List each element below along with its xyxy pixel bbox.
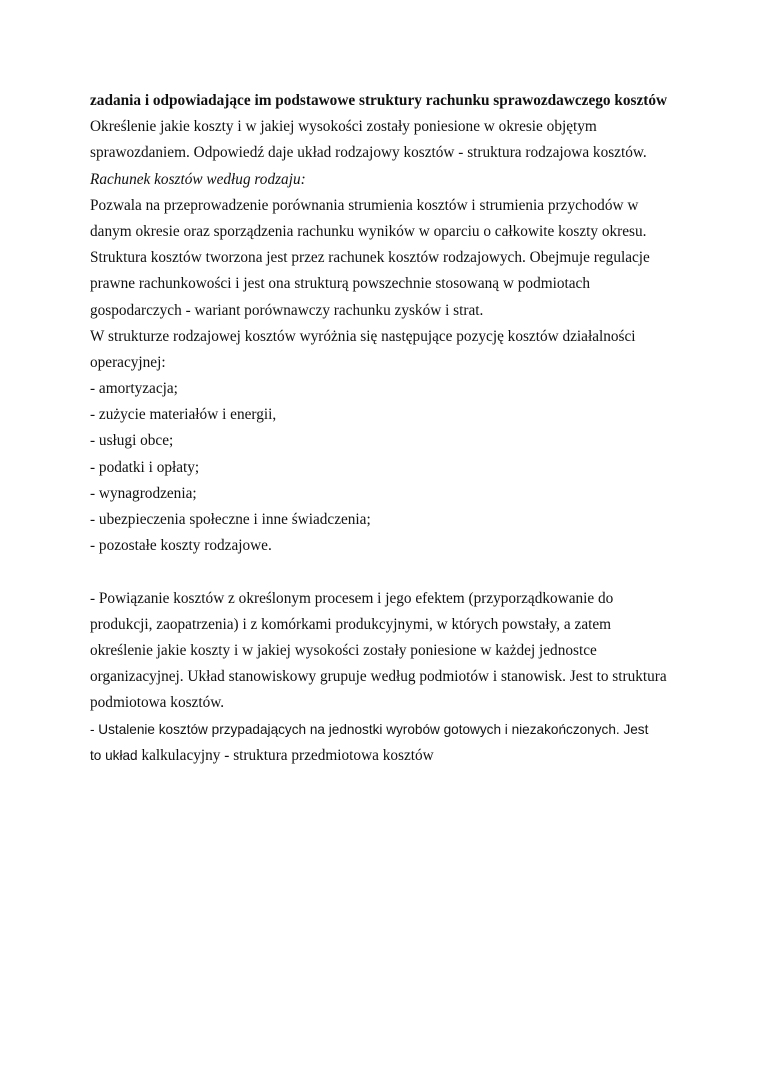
paragraph-line: produkcji, zaopatrzenia) i z komórkami produkcyjnymi, w których powstały, a zatem [90,615,612,633]
paragraph-line: prawne rachunkowości i jest ona strukturą powszechnie stosowaną w podmiotach [90,275,590,293]
paragraph-fragment: to układ [90,747,138,763]
list-item: - zużycie materiałów i energii, [90,406,277,424]
list-item: - usługi obce; [90,432,174,450]
paragraph-fragment: kalkulacyjny - struktura przedmiotowa kosztów [137,746,434,764]
section-subheading: Rachunek kosztów według rodzaju: [90,170,306,188]
document-heading: zadania i odpowiadające im podstawowe struktury rachunku sprawozdawczego kosztów [90,92,668,109]
list-item: - podatki i opłaty; [90,458,200,476]
intro-line: sprawozdaniem. Odpowiedź daje układ rodzajowy kosztów - struktura rodzajowa kosztów. [90,144,647,162]
list-item: - wynagrodzenia; [90,484,197,502]
paragraph-line: operacyjnej: [90,353,166,371]
paragraph-line: W strukturze rodzajowej kosztów wyróżnia się następujące pozycję kosztów działalności [90,327,636,345]
paragraph-line: - Powiązanie kosztów z określonym procesem i jego efektem (przyporządkowanie do [90,589,614,607]
paragraph-line [90,743,690,769]
paragraph-line: organizacyjnej. Układ stanowiskowy grupuje według podmiotów i stanowisk. Jest to struktura [90,668,667,686]
paragraph-line: Struktura kosztów tworzona jest przez rachunek kosztów rodzajowych. Obejmuje regulacje [90,249,650,267]
paragraph-line: - Ustalenie kosztów przypadających na jednostki wyrobów gotowych i niezakończonych. Jest [90,721,649,737]
list-item: - ubezpieczenia społeczne i inne świadczenia; [90,511,371,528]
paragraph-line: określenie jakie koszty i w jakiej wysokości zostały poniesione w każdej jednostce [90,641,597,659]
document-page [90,88,690,769]
list-item: - amortyzacja; [90,380,178,398]
paragraph-line: podmiotowa kosztów. [90,694,225,712]
blank-spacer [90,559,690,585]
paragraph-line: Pozwala na przeprowadzenie porównania strumienia kosztów i strumienia przychodów w [90,196,639,214]
list-item: - pozostałe koszty rodzajowe. [90,537,272,555]
intro-line: Określenie jakie koszty i w jakiej wysokości zostały poniesione w okresie objętym [90,118,597,136]
paragraph-line: danym okresie oraz sporządzenia rachunku wyników w oparciu o całkowite koszty okresu. [90,222,647,240]
paragraph-line: gospodarczych - wariant porównawczy rachunku zysków i strat. [90,301,484,319]
